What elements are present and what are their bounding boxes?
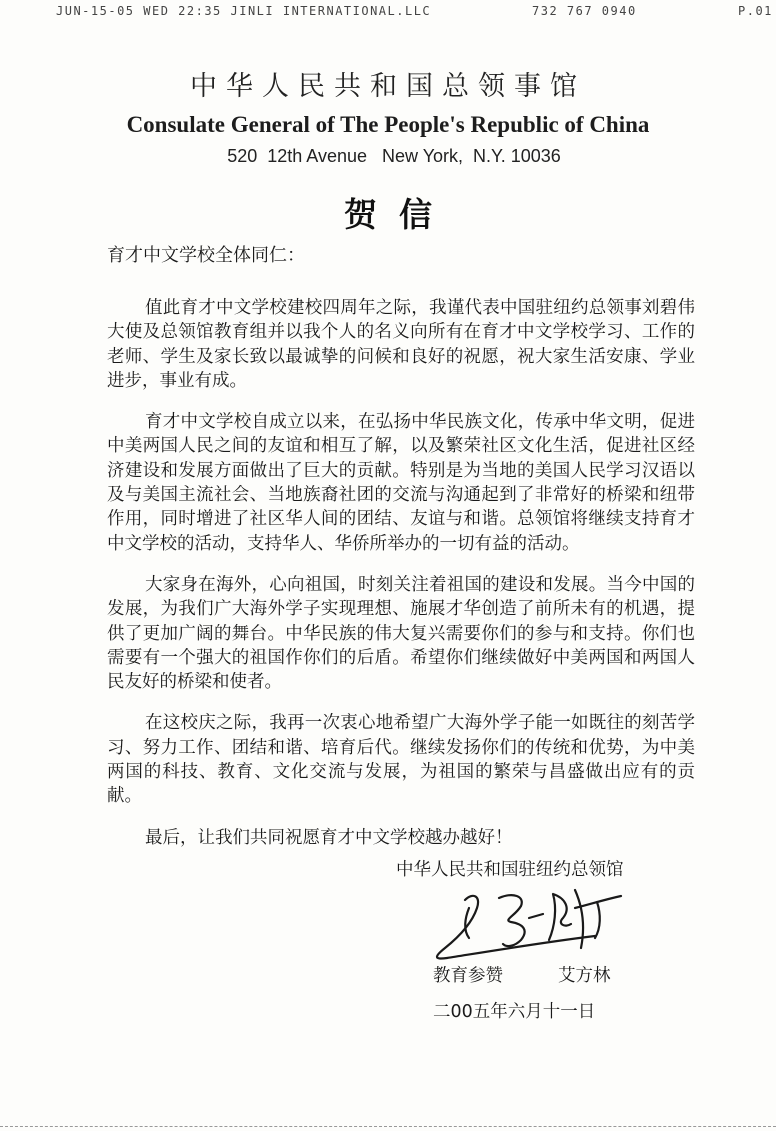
letter-salutation: 育才中文学校全体同仁： xyxy=(107,245,305,266)
fax-header-sender: JUN-15-05 WED 22:35 JINLI INTERNATIONAL.LLC xyxy=(56,4,432,18)
body-paragraph: 大家身在海外，心向祖国，时刻关注着祖国的建设和发展。当今中国的发展，为我们广大海外学子实现理想、施展才华创造了前所未有的机遇，提供了更加广阔的舞台。中华民族的伟大复兴需要你们的参与和支持。你们也需要有一个强大的祖国作你们的后盾。希望你们继续做好中美两国和两国人民友好的桥梁和使者。 xyxy=(107,574,695,693)
fax-header-line xyxy=(56,4,773,18)
body-paragraph: 最后，让我们共同祝愿育才中文学校越办越好！ xyxy=(145,827,513,848)
handwritten-signature xyxy=(425,878,645,973)
signatory-title: 教育参赞 xyxy=(433,966,503,986)
body-paragraph: 育才中文学校自成立以来，在弘扬中华民族文化，传承中华文明，促进中美两国人民之间的友谊和相互了解，以及繁荣社区文化生活，促进社区经济建设和发展方面做出了巨大的贡献。特别是为当地的美国人民学习汉语以及与美国主流社会、当地族裔社团的交流与沟通起到了非常好的桥梁和纽带作用，同时增进了社区华人间的团结、友谊与和谐。总领馆将继续支持育才中文学校的活动，支持华人、华侨所举办的一切有益的活动。 xyxy=(107,412,695,554)
body-paragraph: 在这校庆之际，我再一次衷心地希望广大海外学子能一如既往的刻苦学习、努力工作、团结和谐、培育后代。继续发扬你们的传统和优势，为中美两国的科技、教育、文化交流与发展，为祖国的繁荣与昌盛做出应有的贡献。 xyxy=(107,713,695,807)
letterhead-chinese-name: 中华人民共和国总领事馆 xyxy=(190,71,586,102)
fax-header-phone: 732 767 0940 xyxy=(532,4,637,18)
letter-date: 二00五年六月十一日 xyxy=(433,1002,596,1022)
body-paragraph: 值此育才中文学校建校四周年之际，我谨代表中国驻纽约总领事刘碧伟大使及总领馆教育组并以我个人的名义向所有在育才中文学校学习、工作的老师、学生及家长致以最诚挚的问候和良好的祝愿，祝大家生活安康、学业进步，事业有成。 xyxy=(107,298,695,391)
signatory-name: 艾方林 xyxy=(558,966,611,986)
closing-organization: 中华人民共和国驻纽约总领馆 xyxy=(396,860,624,880)
letter-heading: 贺信 xyxy=(344,195,454,234)
fax-header-page: P.01 xyxy=(738,4,773,18)
letter-body xyxy=(107,296,695,867)
letterhead-english-name: Consulate General of The People's Republic of China xyxy=(126,112,650,137)
fax-edge-line xyxy=(0,1126,776,1129)
letterhead-address: 520 12th Avenue New York, N.Y. 10036 xyxy=(227,146,561,166)
